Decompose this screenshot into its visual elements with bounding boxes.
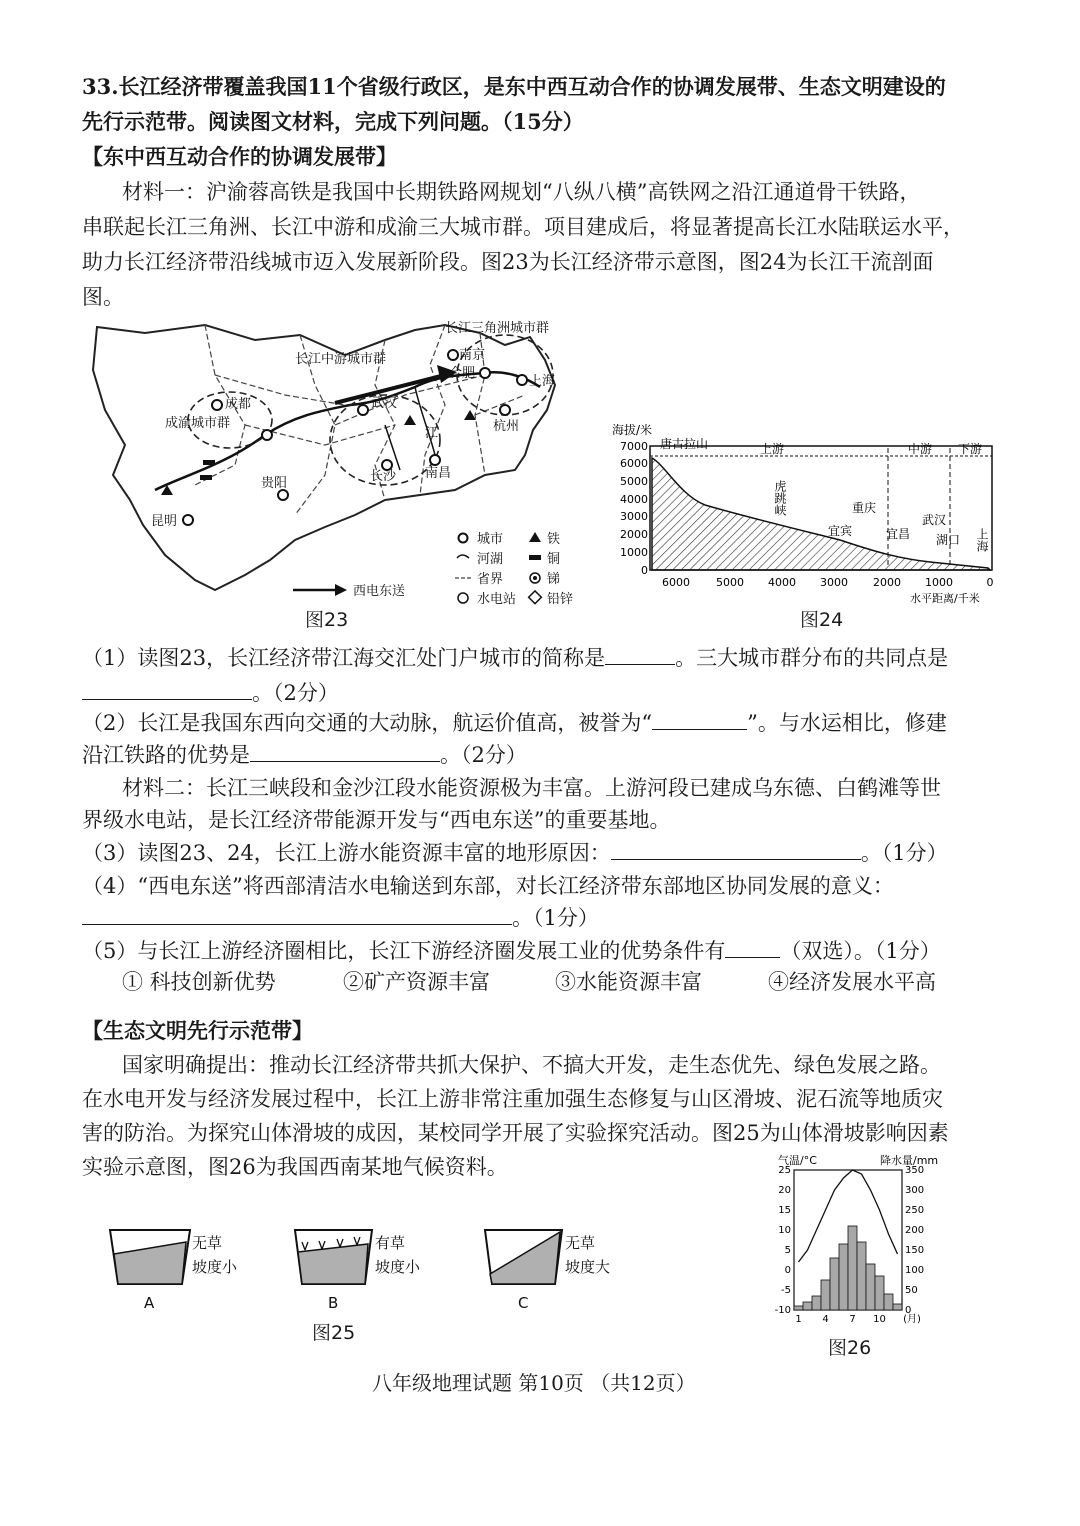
place-yibin: 宜宾 — [828, 524, 853, 538]
svg-text:1000: 1000 — [925, 576, 953, 589]
label-shanghai: 上海 — [529, 374, 556, 389]
q5-option-3: ③水能资源丰富 — [555, 970, 702, 994]
svg-text:5000: 5000 — [620, 475, 648, 488]
fig24-profile — [610, 420, 1010, 610]
svg-text:水电站: 水电站 — [477, 592, 517, 607]
label-wuhan: 武汉 — [371, 396, 398, 411]
q1-line-2: 。（2分） — [82, 678, 339, 708]
right-tick: 0 — [905, 1305, 912, 1316]
label-chengyu: 成渝城市群 — [165, 416, 231, 431]
svg-text:7000: 7000 — [620, 440, 648, 453]
right-tick: 250 — [905, 1205, 925, 1216]
precip-bar — [848, 1226, 857, 1310]
intro-line-2: 先行示范带。阅读图文材料，完成下列问题。（15分） — [82, 109, 584, 134]
precip-bar — [794, 1306, 803, 1310]
x-tick: (月) — [903, 1314, 921, 1325]
place-hutiaoxia: 虎跳峡 — [773, 480, 787, 516]
q2-blank-1[interactable] — [652, 709, 747, 730]
label-middle: 长江中游城市群 — [295, 352, 387, 367]
city-nanjing — [448, 350, 458, 360]
label-hefei: 合肥 — [449, 366, 476, 381]
x-tick: 1 — [795, 1314, 802, 1325]
fig26-caption: 图26 — [828, 1337, 872, 1359]
precip-bar — [803, 1302, 812, 1310]
label-nanjing: 南京 — [459, 348, 486, 363]
q1-blank-2[interactable] — [82, 679, 252, 700]
fig24-xlabel: 水平距离/千米 — [910, 592, 980, 605]
x-tick: 4 — [822, 1314, 829, 1325]
q4-line-1: （4）“西电东送”将西部清洁水电输送到东部，对长江经济带东部地区协同发展的意义： — [82, 874, 894, 898]
q5-blank[interactable] — [725, 937, 780, 958]
q5-option-2: ②矿产资源丰富 — [343, 970, 490, 994]
fig25-c-letter: C — [518, 1294, 529, 1312]
q5-option-1: ① 科技创新优势 — [122, 970, 276, 994]
fig25-b-line2: 坡度小 — [375, 1258, 421, 1276]
precip-bar — [839, 1244, 848, 1310]
place-tanggula: 唐古拉山 — [660, 437, 709, 451]
place-shanghai: 上海 — [975, 528, 989, 552]
q2-blank-2[interactable] — [250, 741, 440, 762]
svg-text:铁: 铁 — [547, 532, 561, 547]
copper-icon — [200, 475, 212, 480]
city-chongqing — [262, 430, 272, 440]
section1-title: 【东中西互动合作的协调发展带】 — [82, 144, 397, 169]
section2-title: 【生态文明先行示范带】 — [82, 1018, 313, 1043]
city-wuhan — [358, 405, 368, 415]
left-tick: 5 — [784, 1245, 791, 1256]
q3-line: （3）读图23、24，长江上游水能资源丰富的地形原因： 。（1分） — [82, 841, 948, 865]
fig23-caption: 图23 — [305, 609, 349, 631]
place-wuhan: 武汉 — [922, 513, 947, 527]
fig24-ylabel: 海拔/米 — [612, 423, 653, 437]
left-tick: 15 — [778, 1205, 791, 1216]
intro-line-1: 33.长江经济带覆盖我国11个省级行政区，是东中西互动合作的协调发展带、生态文明建设的 — [82, 74, 946, 99]
svg-text:河湖: 河湖 — [477, 552, 504, 567]
fig25-a-letter: A — [144, 1294, 155, 1312]
city-guiyang — [278, 490, 288, 500]
eco-line-2: 在水电开发与经济发展过程中，长江上游非常注重加强生态修复与山区滑坡、泥石流等地质灾 — [82, 1087, 943, 1111]
section-upper: 上游 — [760, 442, 785, 456]
material1-line-4: 图。 — [82, 285, 124, 309]
svg-text:6000: 6000 — [620, 457, 648, 470]
label-nanchang: 南昌 — [425, 466, 452, 481]
fig25-b-line1: 有草 — [375, 1234, 406, 1252]
fig25-caption: 图25 — [312, 1322, 356, 1344]
fig26-left-label: 气温/°C — [778, 1154, 817, 1167]
label-hangzhou: 杭州 — [493, 419, 520, 434]
city-shanghai — [517, 375, 527, 385]
fig25-experiment — [100, 1222, 660, 1322]
fig26-right-label: 降水量/mm — [880, 1154, 939, 1167]
precip-bar — [821, 1280, 830, 1310]
svg-text:5000: 5000 — [716, 576, 744, 589]
material1-line-3: 助力长江经济带沿线城市迈入发展新阶段。图23为长江经济带示意图，图24为长江干流剖面 — [82, 250, 934, 274]
svg-text:3000: 3000 — [820, 576, 848, 589]
right-tick: 150 — [905, 1245, 925, 1256]
svg-text:铅锌: 铅锌 — [547, 592, 574, 607]
label-chengdu: 成都 — [225, 397, 252, 412]
place-hukou: 湖口 — [936, 533, 961, 547]
q2-line-1: （2）长江是我国东西向交通的大动脉，航运价值高，被誉为“ ”。与水运相比，修建 — [82, 711, 947, 735]
svg-text:0: 0 — [986, 576, 994, 589]
fig25-a-line2: 坡度小 — [192, 1258, 238, 1276]
q4-blank[interactable] — [82, 904, 512, 925]
precip-bar — [884, 1294, 893, 1310]
q5-option-4: ④经济发展水平高 — [768, 970, 936, 994]
city-nanchang — [430, 455, 440, 465]
x-tick: 7 — [849, 1314, 856, 1325]
city-hangzhou — [500, 405, 510, 415]
svg-text:1000: 1000 — [620, 546, 648, 559]
q2-line-2: 沿江铁路的优势是 。（2分） — [82, 743, 527, 767]
svg-text:省界: 省界 — [477, 572, 504, 587]
q5-line: （5）与长江上游经济圈相比，长江下游经济圈发展工业的优势条件有 （双选）。（1分） — [82, 939, 941, 963]
right-tick: 50 — [905, 1285, 918, 1296]
svg-text:0: 0 — [641, 564, 648, 577]
fig23-legend — [293, 531, 573, 607]
svg-text:4000: 4000 — [620, 493, 648, 506]
left-tick: 0 — [784, 1265, 791, 1276]
right-tick: 200 — [905, 1225, 925, 1236]
svg-text:6000: 6000 — [662, 576, 690, 589]
fig25-a-line1: 无草 — [192, 1234, 223, 1252]
right-tick: 350 — [905, 1165, 925, 1176]
city-kunming — [183, 515, 193, 525]
page-footer: 八年级地理试题 第10页 （共12页） — [372, 1371, 696, 1395]
precip-bar — [812, 1296, 821, 1310]
city-chengdu — [212, 400, 222, 410]
precip-bar — [830, 1258, 839, 1310]
section-lower: 下游 — [958, 442, 983, 456]
material2-line-1: 材料二：长江三峡段和金沙江段水能资源极为丰富。上游河段已建成乌东德、白鹤滩等世 — [122, 776, 941, 800]
svg-text:3000: 3000 — [620, 510, 648, 523]
svg-text:4000: 4000 — [768, 576, 796, 589]
fig26-climate-chart — [760, 1150, 960, 1330]
q1-blank-1[interactable] — [605, 644, 675, 665]
eco-line-4: 实验示意图，图26为我国西南某地气候资料。 — [82, 1155, 508, 1179]
label-changsha: 长沙 — [370, 469, 397, 484]
label-jiang: 江 — [425, 426, 439, 441]
q3-blank[interactable] — [611, 839, 861, 860]
place-chongqing: 重庆 — [852, 501, 877, 515]
left-tick: -10 — [774, 1305, 791, 1316]
eco-line-1: 国家明确提出：推动长江经济带共抓大保护、不搞大开发，走生态优先、绿色发展之路。 — [122, 1053, 941, 1077]
svg-text:锑: 锑 — [547, 572, 561, 587]
q4-line-2: 。（1分） — [82, 903, 599, 933]
label-delta: 长江三角洲城市群 — [445, 321, 550, 336]
fig25-c-line1: 无草 — [565, 1234, 596, 1252]
svg-text:铜: 铜 — [547, 552, 561, 567]
fig25-b-letter: B — [328, 1294, 339, 1312]
right-tick: 300 — [905, 1185, 925, 1196]
svg-text:2000: 2000 — [620, 528, 648, 541]
section-middle: 中游 — [908, 442, 933, 456]
precip-bar — [866, 1264, 875, 1310]
precip-bar — [857, 1242, 866, 1310]
fig23-map — [85, 315, 610, 615]
right-tick: 100 — [905, 1265, 925, 1276]
material1-line-1: 材料一：沪渝蓉高铁是我国中长期铁路网规划“八纵八横”高铁网之沿江通道骨干铁路， — [122, 180, 921, 204]
left-tick: 10 — [778, 1225, 791, 1236]
left-tick: -5 — [781, 1285, 791, 1296]
precip-bar — [893, 1304, 902, 1310]
left-tick: 20 — [778, 1185, 791, 1196]
eco-line-3: 害的防治。为探究山体滑坡的成因，某校同学开展了实验探究活动。图25为山体滑坡影响因素 — [82, 1121, 949, 1145]
label-guiyang: 贵阳 — [261, 476, 288, 491]
place-yichang: 宜昌 — [886, 527, 911, 541]
fig25-c-line2: 坡度大 — [565, 1258, 611, 1276]
material2-line-2: 界级水电站，是长江经济带能源开发与“西电东送”的重要基地。 — [82, 808, 671, 832]
svg-text:2000: 2000 — [873, 576, 901, 589]
left-tick: 25 — [778, 1165, 791, 1176]
q1-line-1: （1）读图23，长江经济带江海交汇处门户城市的简称是 。三大城市群分布的共同点是 — [82, 646, 949, 670]
precip-bar — [875, 1276, 884, 1310]
material1-line-2: 串联起长江三角洲、长江中游和成渝三大城市群。项目建成后，将显著提高长江水陆联运水平， — [82, 215, 964, 239]
copper-icon — [203, 460, 215, 465]
svg-text:城市: 城市 — [477, 532, 504, 547]
city-hefei — [480, 368, 490, 378]
svg-text:西电东送: 西电东送 — [353, 584, 406, 599]
x-tick: 10 — [873, 1314, 886, 1325]
fig24-caption: 图24 — [800, 609, 844, 631]
label-kunming: 昆明 — [151, 514, 178, 529]
